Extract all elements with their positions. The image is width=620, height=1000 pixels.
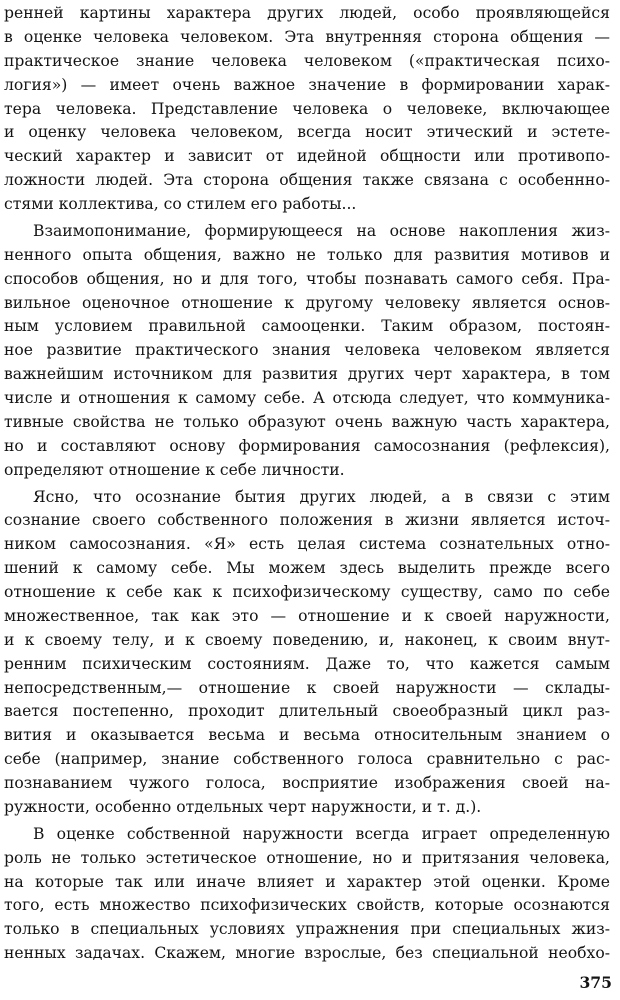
paragraph-1-line: в оценке человека человеком. Эта внутренняя сторона общения —: [4, 27, 610, 46]
paragraph-3-line: ником самосознания. «Я» есть целая система сознательных отно-: [4, 535, 610, 554]
paragraph-2-line: ным условием правильной самооценки. Таким образом, постоян-: [4, 317, 610, 336]
paragraph-1-line: и оценку человека человеком, всегда носит этический и эстете-: [4, 123, 610, 142]
paragraph-2-line: важнейшим источником для развития других черт характера, в том: [4, 365, 610, 384]
paragraph-3-line: вается постепенно, проходит длительный своеобразный цикл раз-: [4, 702, 610, 721]
paragraph-3-line: отношение к себе как к психофизическому существу, само по себе: [4, 583, 610, 601]
paragraph-1-line: практическое знание человека человеком («практическая психо-: [4, 51, 610, 70]
paragraph-4-line: на которые так или иначе влияет и характер этой оценки. Кроме: [4, 872, 610, 891]
paragraph-2-line: ное развитие практического знания человека человеком является: [4, 341, 610, 360]
paragraph-4-line: только в специальных условиях упражнения при специальных жиз-: [4, 920, 610, 939]
paragraph-2-line: но и составляют основу формирования самосознания (рефлексия),: [4, 436, 610, 455]
paragraph-1-line: ренней картины характера других людей, особо проявляющейся: [4, 4, 610, 22]
paragraph-3-line: множественное, так как это — отношение и к своей наружности,: [4, 606, 610, 625]
paragraph-4-line: того, есть множество психофизических свойств, которые осознаются: [4, 896, 610, 915]
paragraph-2-line: тивные свойства не только образуют очень важную часть характера,: [4, 412, 610, 431]
paragraph-3-line: вития и оказывается весьма и весьма относительным знанием о: [4, 726, 610, 745]
paragraph-2-line: числе и отношения к самому себе. А отсюда следует, что коммуника-: [4, 389, 610, 407]
paragraph-2-line: определяют отношение к себе личности.: [4, 460, 345, 479]
paragraph-1-line: логия») — имеет очень важное значение в формировании харак-: [4, 75, 610, 94]
paragraph-3-line: и к своему телу, и к своему поведению, и, наконец, к своим внут-: [4, 630, 610, 649]
paragraph-3-line: Ясно, что осознание бытия других людей, а в связи с этим: [33, 487, 610, 506]
paragraph-3-line: шений к самому себе. Мы можем здесь выделить прежде всего: [4, 559, 610, 578]
paragraph-3-line: ружности, особенно отдельных черт наружности, и т. д.).: [4, 797, 482, 816]
paragraph-2-line: Взаимопонимание, формирующееся на основе накопления жиз-: [33, 221, 610, 240]
paragraph-4-line: В оценке собственной наружности всегда играет определенную: [33, 824, 610, 843]
paragraph-1-line: тера человека. Представление человека о человеке, включающее: [4, 99, 610, 118]
paragraph-4-line: ненных задачах. Скажем, многие взрослые, без специальной необхо-: [4, 944, 610, 963]
paragraph-4-line: роль не только эстетическое отношение, но и притязания человека,: [4, 848, 610, 867]
paragraph-2-line: способов общения, но и для того, чтобы познавать самого себя. Пра-: [4, 269, 610, 288]
paragraph-3-line: ренним психическим состояниям. Даже то, что кажется самым: [4, 654, 610, 673]
paragraph-3-line: себе (например, знание собственного голоса сравнительно с рас-: [4, 750, 610, 769]
paragraph-1-line: ческий характер и зависит от идейной общности или противопо-: [4, 147, 610, 166]
page-number: 375: [579, 973, 612, 992]
paragraph-2-line: вильное оценочное отношение к другому человеку является основ-: [4, 293, 610, 312]
paragraph-2-line: ненного опыта общения, важно не только для развития мотивов и: [4, 245, 610, 264]
paragraph-3-line: непосредственным,— отношение к своей наружности — склады-: [4, 678, 610, 697]
paragraph-3-line: познаванием чужого голоса, восприятие изображения своей на-: [4, 774, 610, 792]
paragraph-1-line: ложности людей. Эта сторона общения также связана с особеннно-: [4, 171, 610, 190]
paragraph-1-line: стями коллектива, со стилем его работы...: [4, 195, 357, 213]
paragraph-3-line: сознание своего собственного положения в жизни является источ-: [4, 511, 610, 530]
